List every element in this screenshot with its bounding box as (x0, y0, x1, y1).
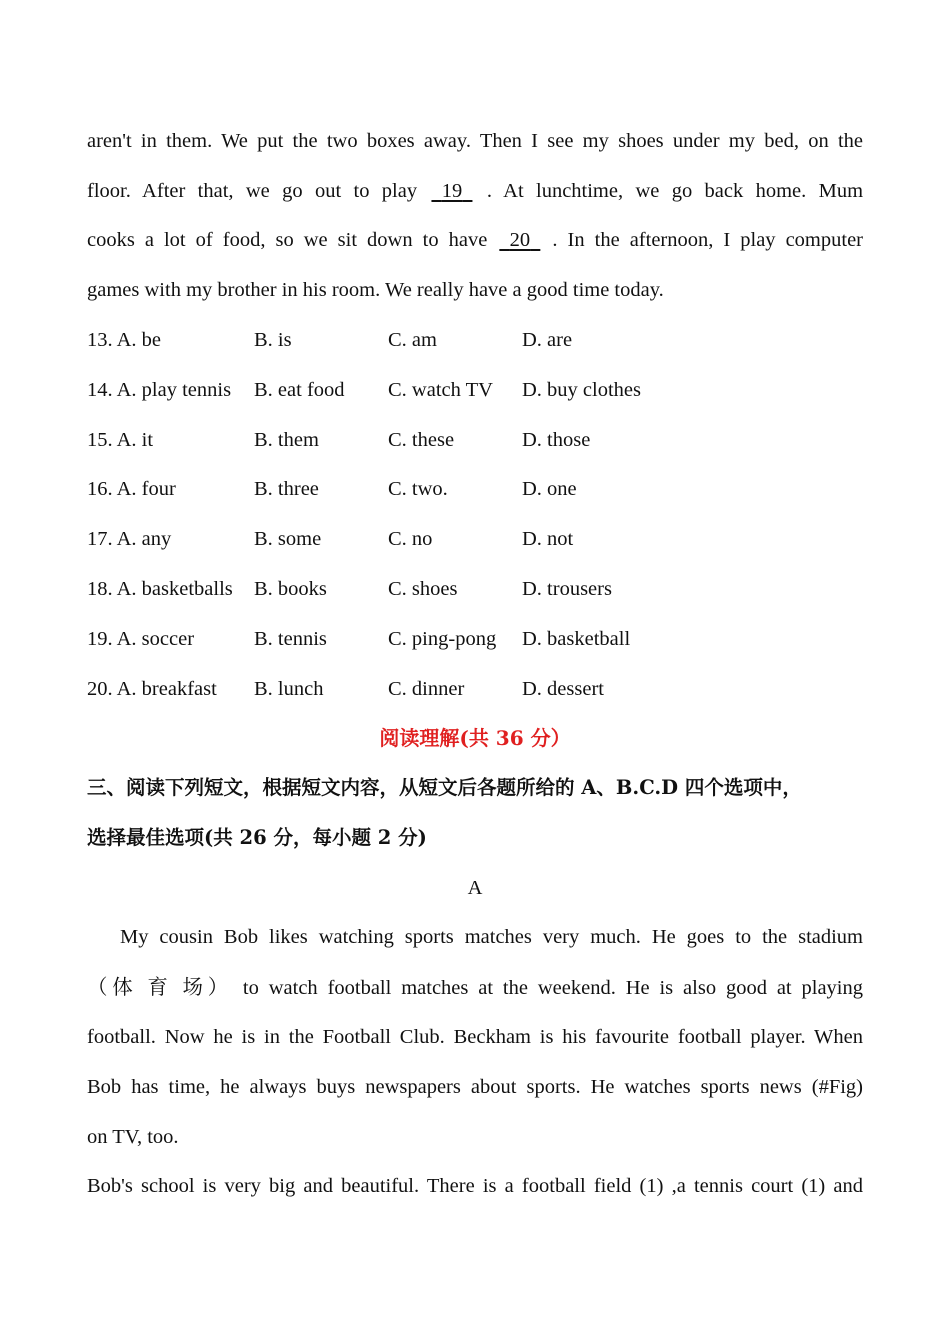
passage-a-line-6: Bob's school is very big and beautiful. There is a football field (1) ,a tennis court (1) and (87, 1175, 863, 1197)
blank-20: 20 (509, 229, 531, 251)
section-instruction-line-2: 选择最佳选项(共 26 分，每小题 2 分) (87, 826, 427, 849)
option-c: C. shoes (388, 578, 458, 600)
option-c: C. these (388, 429, 455, 451)
cloze-text: . In the afternoon, I play computer (552, 229, 863, 251)
question-row-19 (87, 626, 867, 652)
cloze-passage-line-3 (87, 227, 863, 253)
option-d: D. trousers (522, 578, 612, 600)
question-row-13 (87, 327, 867, 353)
cloze-passage-line-2 (87, 178, 863, 204)
option-d: D. dessert (522, 678, 604, 700)
option-c: C. two. (388, 478, 448, 500)
option-a: 17. A. any (87, 528, 172, 550)
passage-a-line-5: on TV, too. (87, 1126, 179, 1148)
passage-a-line-1: My cousin Bob likes watching sports matches very much. He goes to the stadium (120, 926, 863, 948)
option-a: 18. A. basketballs (87, 578, 233, 600)
option-b: B. eat food (254, 379, 345, 401)
question-row-14 (87, 377, 867, 403)
section-title: 阅读理解(共 36 分） (379, 726, 571, 750)
option-a: 20. A. breakfast (87, 678, 217, 700)
option-c: C. ping-pong (388, 628, 497, 650)
option-b: B. tennis (254, 628, 327, 650)
option-a: 13. A. be (87, 329, 162, 351)
option-d: D. are (522, 329, 573, 351)
option-b: B. is (254, 329, 292, 351)
option-c: C. am (388, 329, 437, 351)
passage-a-line-3: football. Now he is in the Football Club. Beckham is his favourite football player. When (87, 1026, 863, 1048)
option-a: 15. A. it (87, 429, 154, 451)
passage-label: A (467, 877, 483, 899)
cloze-text: floor. After that, we go out to play (87, 180, 418, 202)
option-b: B. three (254, 478, 319, 500)
question-row-15 (87, 427, 867, 453)
question-row-20 (87, 676, 867, 702)
passage-a-line-4: Bob has time, he always buys newspapers about sports. He watches sports news (#Fig) (87, 1076, 863, 1098)
option-d: D. those (522, 429, 591, 451)
cloze-passage-line-4: games with my brother in his room. We really have a good time today. (87, 279, 664, 301)
option-a: 19. A. soccer (87, 628, 195, 650)
option-d: D. basketball (522, 628, 631, 650)
passage-a-line-2: （体 育 场） to watch football matches at the weekend. He is also good at playing (87, 977, 863, 999)
blank-19: 19 (441, 180, 463, 202)
option-b: B. some (254, 528, 322, 550)
option-d: D. buy clothes (522, 379, 641, 401)
option-c: C. no (388, 528, 433, 550)
option-d: D. one (522, 478, 577, 500)
cloze-text: . At lunchtime, we go back home. Mum (486, 180, 864, 202)
section-instruction-line-1: 三、阅读下列短文，根据短文内容，从短文后各题所给的 A、B.C.D 四个选项中， (87, 776, 802, 799)
option-c: C. watch TV (388, 379, 493, 401)
cloze-passage-line-1: aren't in them. We put the two boxes away. Then I see my shoes under my bed, on the (87, 130, 863, 152)
question-row-16 (87, 476, 867, 502)
option-b: B. books (254, 578, 327, 600)
question-row-17 (87, 526, 867, 552)
option-a: 16. A. four (87, 478, 176, 500)
question-row-18 (87, 576, 867, 602)
option-c: C. dinner (388, 678, 465, 700)
option-d: D. not (522, 528, 574, 550)
option-b: B. them (254, 429, 319, 451)
cloze-text: cooks a lot of food, so we sit down to have (87, 229, 488, 251)
option-a: 14. A. play tennis (87, 379, 232, 401)
option-b: B. lunch (254, 678, 324, 700)
